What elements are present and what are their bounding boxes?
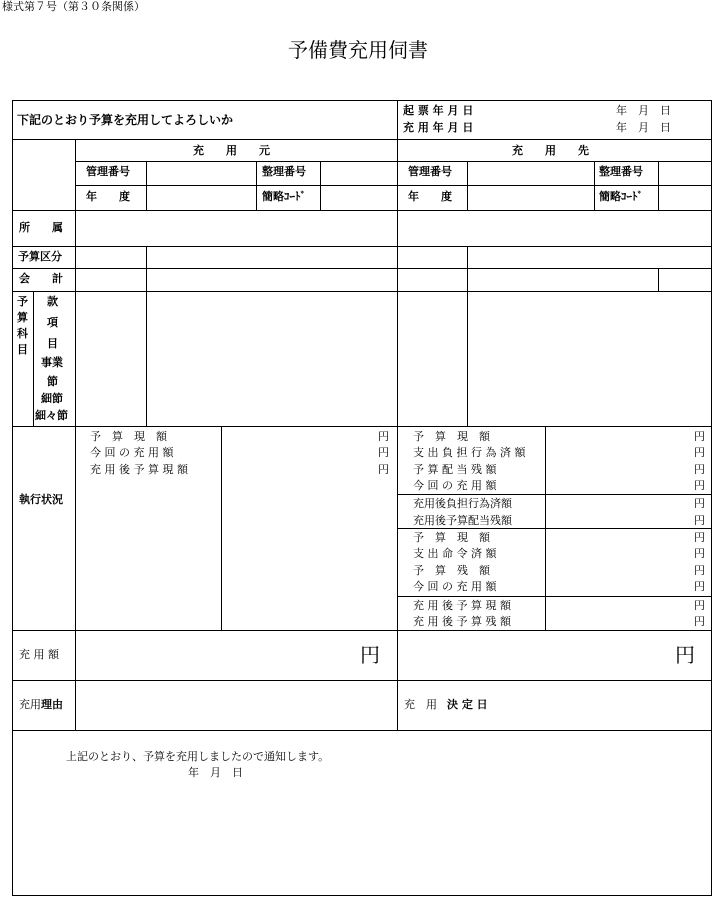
level-saisaisetsu: 細々節 [35, 409, 68, 422]
dest-amount-yen: 円 [675, 643, 695, 667]
amount-label: 充 用 額 [19, 648, 59, 661]
level-moku: 目 [47, 337, 58, 350]
notice-text: 上記のとおり、予算を充用しましたので通知します。 [66, 750, 330, 763]
use-date-label: 充 用 年 月 日 [403, 121, 474, 134]
source-year-label: 年 度 [86, 190, 130, 203]
budget-class-label: 予算区分 [18, 250, 62, 263]
page-title: 予備費充用伺書 [288, 38, 428, 62]
draft-date-label: 起 票 年 月 日 [403, 104, 474, 117]
dest-header: 充 用 先 [512, 144, 589, 157]
decision-date-label: 充 用 決 定 日 [404, 698, 488, 711]
affiliation-label: 所 属 [19, 221, 63, 234]
reason-label: 充用理由 [19, 698, 63, 711]
level-kan: 款 [47, 295, 58, 308]
source-code-label: 簡略ｺｰﾄﾞ [262, 190, 306, 203]
source-amount-yen: 円 [360, 643, 380, 667]
execution-label: 執行状況 [19, 493, 63, 506]
form-number: 様式第７号（第３０条関係） [2, 0, 145, 13]
level-saisetsu: 細節 [41, 392, 63, 405]
dest-code-label: 簡略ｺｰﾄﾞ [599, 190, 643, 203]
level-kou: 項 [47, 316, 58, 329]
request-question: 下記のとおり予算を充用してよろしいか [17, 113, 234, 127]
dest-year-label: 年 度 [408, 190, 452, 203]
source-org-no-label: 整理番号 [262, 165, 306, 178]
draft-date-value: 年 月 日 [616, 104, 671, 117]
notice-date: 年 月 日 [188, 766, 243, 779]
use-date-value: 年 月 日 [616, 121, 671, 134]
source-mgmt-no-label: 管理番号 [86, 165, 130, 178]
dest-mgmt-no-label: 管理番号 [408, 165, 452, 178]
level-setsu: 節 [47, 375, 58, 388]
dest-org-no-label: 整理番号 [599, 165, 643, 178]
level-jigyou: 事業 [41, 356, 63, 369]
accounting-label: 会 計 [19, 272, 63, 285]
source-header: 充 用 元 [193, 144, 270, 157]
